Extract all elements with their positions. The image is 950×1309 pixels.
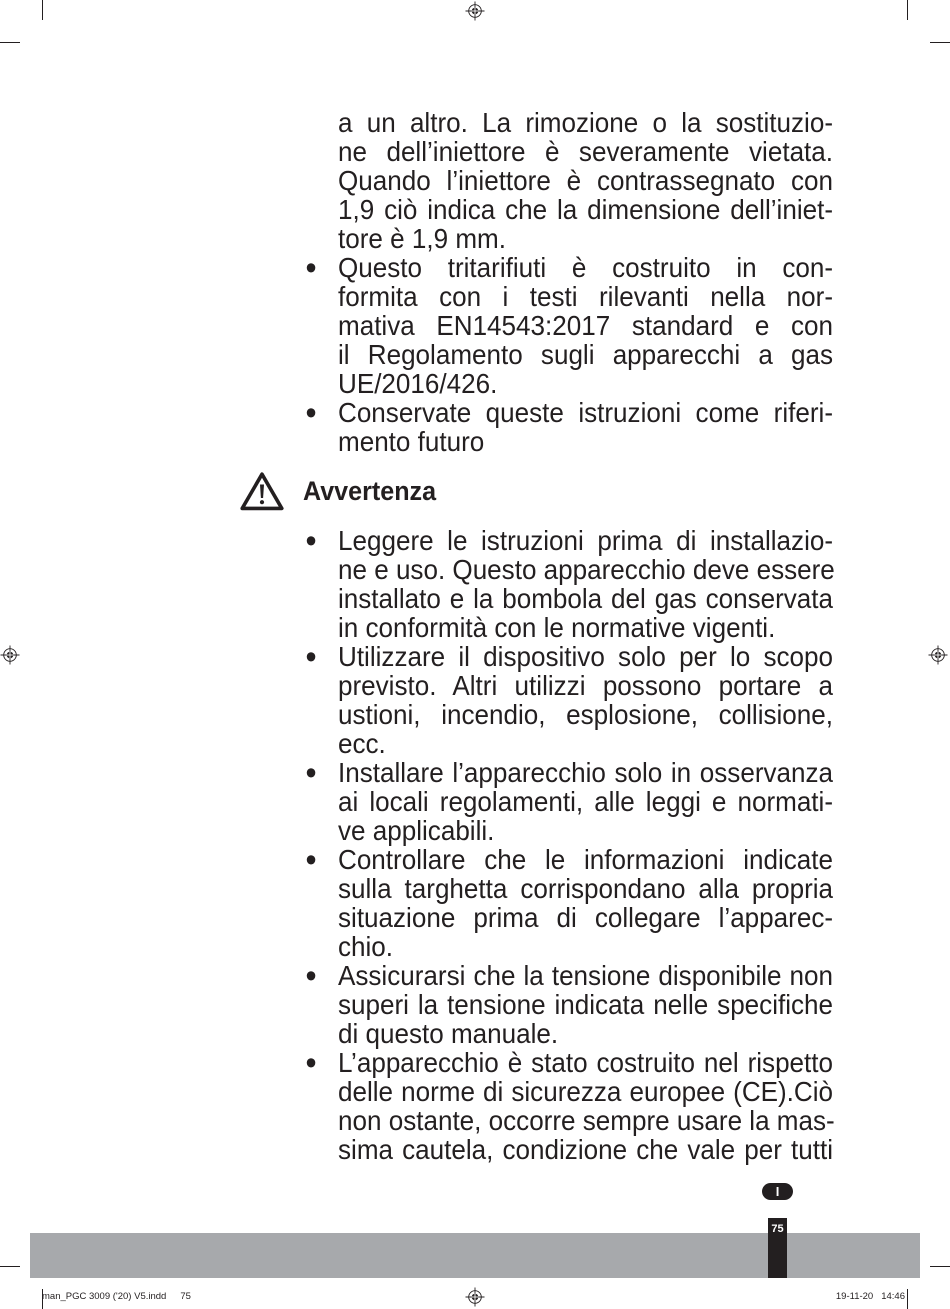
registration-mark-icon (0, 645, 20, 665)
text-line: formita con i testi rilevanti nella nor- (338, 281, 834, 312)
text-line: tore è 1,9 mm. (338, 223, 506, 254)
text-line: superi la tensione indicata nelle specifiche (338, 988, 834, 1020)
page-number: 75 (771, 1223, 784, 1235)
text-line: 1,9 ciò indica che la dimensione dell’iniet- (338, 194, 834, 225)
crop-mark (0, 1266, 20, 1267)
text-line: Questo tritarifiuti è costruito in con- (338, 252, 834, 283)
upper-text-column (305, 107, 834, 457)
bullet-item (305, 956, 834, 1049)
text-line: Leggere le istruzioni prima di installazio- (338, 524, 834, 556)
text-line: ve applicabili. (338, 814, 495, 846)
text-line: Assicurarsi che la tensione disponibile non (338, 959, 834, 991)
text-line: installato e la bombola del gas conservata (338, 582, 834, 614)
warning-text-column (305, 521, 835, 1165)
bullet-marker: • (305, 753, 317, 792)
bullet-item (305, 249, 834, 399)
text-line: ne e uso. Questo apparecchio deve essere (338, 553, 835, 585)
registration-mark-icon (465, 1287, 485, 1307)
text-line: UE/2016/426. (338, 368, 498, 399)
slug-file-name: man_PGC 3009 ('20) V5.indd (42, 1291, 167, 1302)
text-line: il Regolamento sugli apparecchi a gas (338, 339, 834, 370)
bullet-item (305, 1043, 835, 1165)
text-line: ustioni, incendio, esplosione, collisione, (338, 698, 834, 730)
text-line: L’apparecchio è stato costruito nel rispetto (338, 1046, 834, 1078)
warning-triangle-icon (240, 471, 284, 511)
text-line: mativa EN14543:2017 standard e con (338, 310, 834, 341)
crop-mark (0, 42, 20, 43)
crop-mark (930, 42, 950, 43)
bullet-marker: • (305, 1043, 317, 1082)
bullet-marker: • (305, 637, 317, 676)
page-number-tab (768, 1218, 787, 1278)
text-line: di questo manuale. (338, 1017, 559, 1049)
text-line: mento futuro (338, 426, 485, 457)
text-line: Utilizzare il dispositivo solo per lo scopo (338, 640, 834, 672)
text-line: Quando l’iniettore è contrassegnato con (338, 165, 834, 196)
text-line: a un altro. La rimozione o la sostituzio- (338, 107, 834, 138)
bullet-marker: • (305, 956, 317, 995)
bullet-item (305, 394, 834, 457)
text-line: ne dell’iniettore è severamente vietata. (338, 136, 834, 167)
text-line: Installare l’apparecchio solo in osservanza (338, 756, 834, 788)
print-slug-file (42, 1291, 191, 1303)
bullet-marker: • (305, 521, 317, 560)
text-line: in conformità con le normative vigenti. (338, 611, 776, 643)
bullet-item (305, 840, 834, 962)
text-line: Controllare che le informazioni indicate (338, 843, 834, 875)
slug-date: 19-11-20 (835, 1291, 874, 1302)
slug-time: 14:46 (881, 1291, 905, 1302)
text-line: chio. (338, 930, 394, 962)
bullet-item (305, 753, 834, 846)
bullet-item (305, 637, 834, 759)
section-heading: Avvertenza (303, 475, 437, 506)
bullet-marker: • (305, 249, 317, 287)
bullet-marker: • (305, 394, 317, 432)
text-line: sima cautela, condizione che vale per tutti (338, 1133, 834, 1165)
text-line: situazione prima di collegare l’apparec- (338, 901, 834, 933)
crop-mark (907, 1289, 908, 1309)
continued-paragraph (338, 108, 833, 253)
text-line: ecc. (338, 727, 386, 759)
crop-mark (930, 1266, 950, 1267)
registration-mark-icon (465, 1, 485, 21)
text-line: previsto. Altri utilizzi possono portare a (338, 669, 834, 701)
bullet-item (305, 521, 835, 643)
print-slug-timestamp (836, 1291, 905, 1303)
crop-mark (42, 0, 43, 20)
text-line: non ostante, occorre sempre usare la mas- (338, 1104, 835, 1136)
text-line: sulla targhetta corrispondano alla propria (338, 872, 834, 904)
slug-page: 75 (180, 1291, 191, 1302)
text-line: ai locali regolamenti, alle leggi e normati- (338, 785, 834, 817)
bullet-marker: • (305, 840, 317, 879)
registration-mark-icon (928, 645, 948, 665)
language-tab: I (762, 1183, 793, 1200)
text-line: delle norme di sicurezza europee (CE).Ciò (338, 1075, 834, 1107)
text-line: Conservate queste istruzioni come riferi- (338, 397, 834, 428)
crop-mark (907, 0, 908, 20)
